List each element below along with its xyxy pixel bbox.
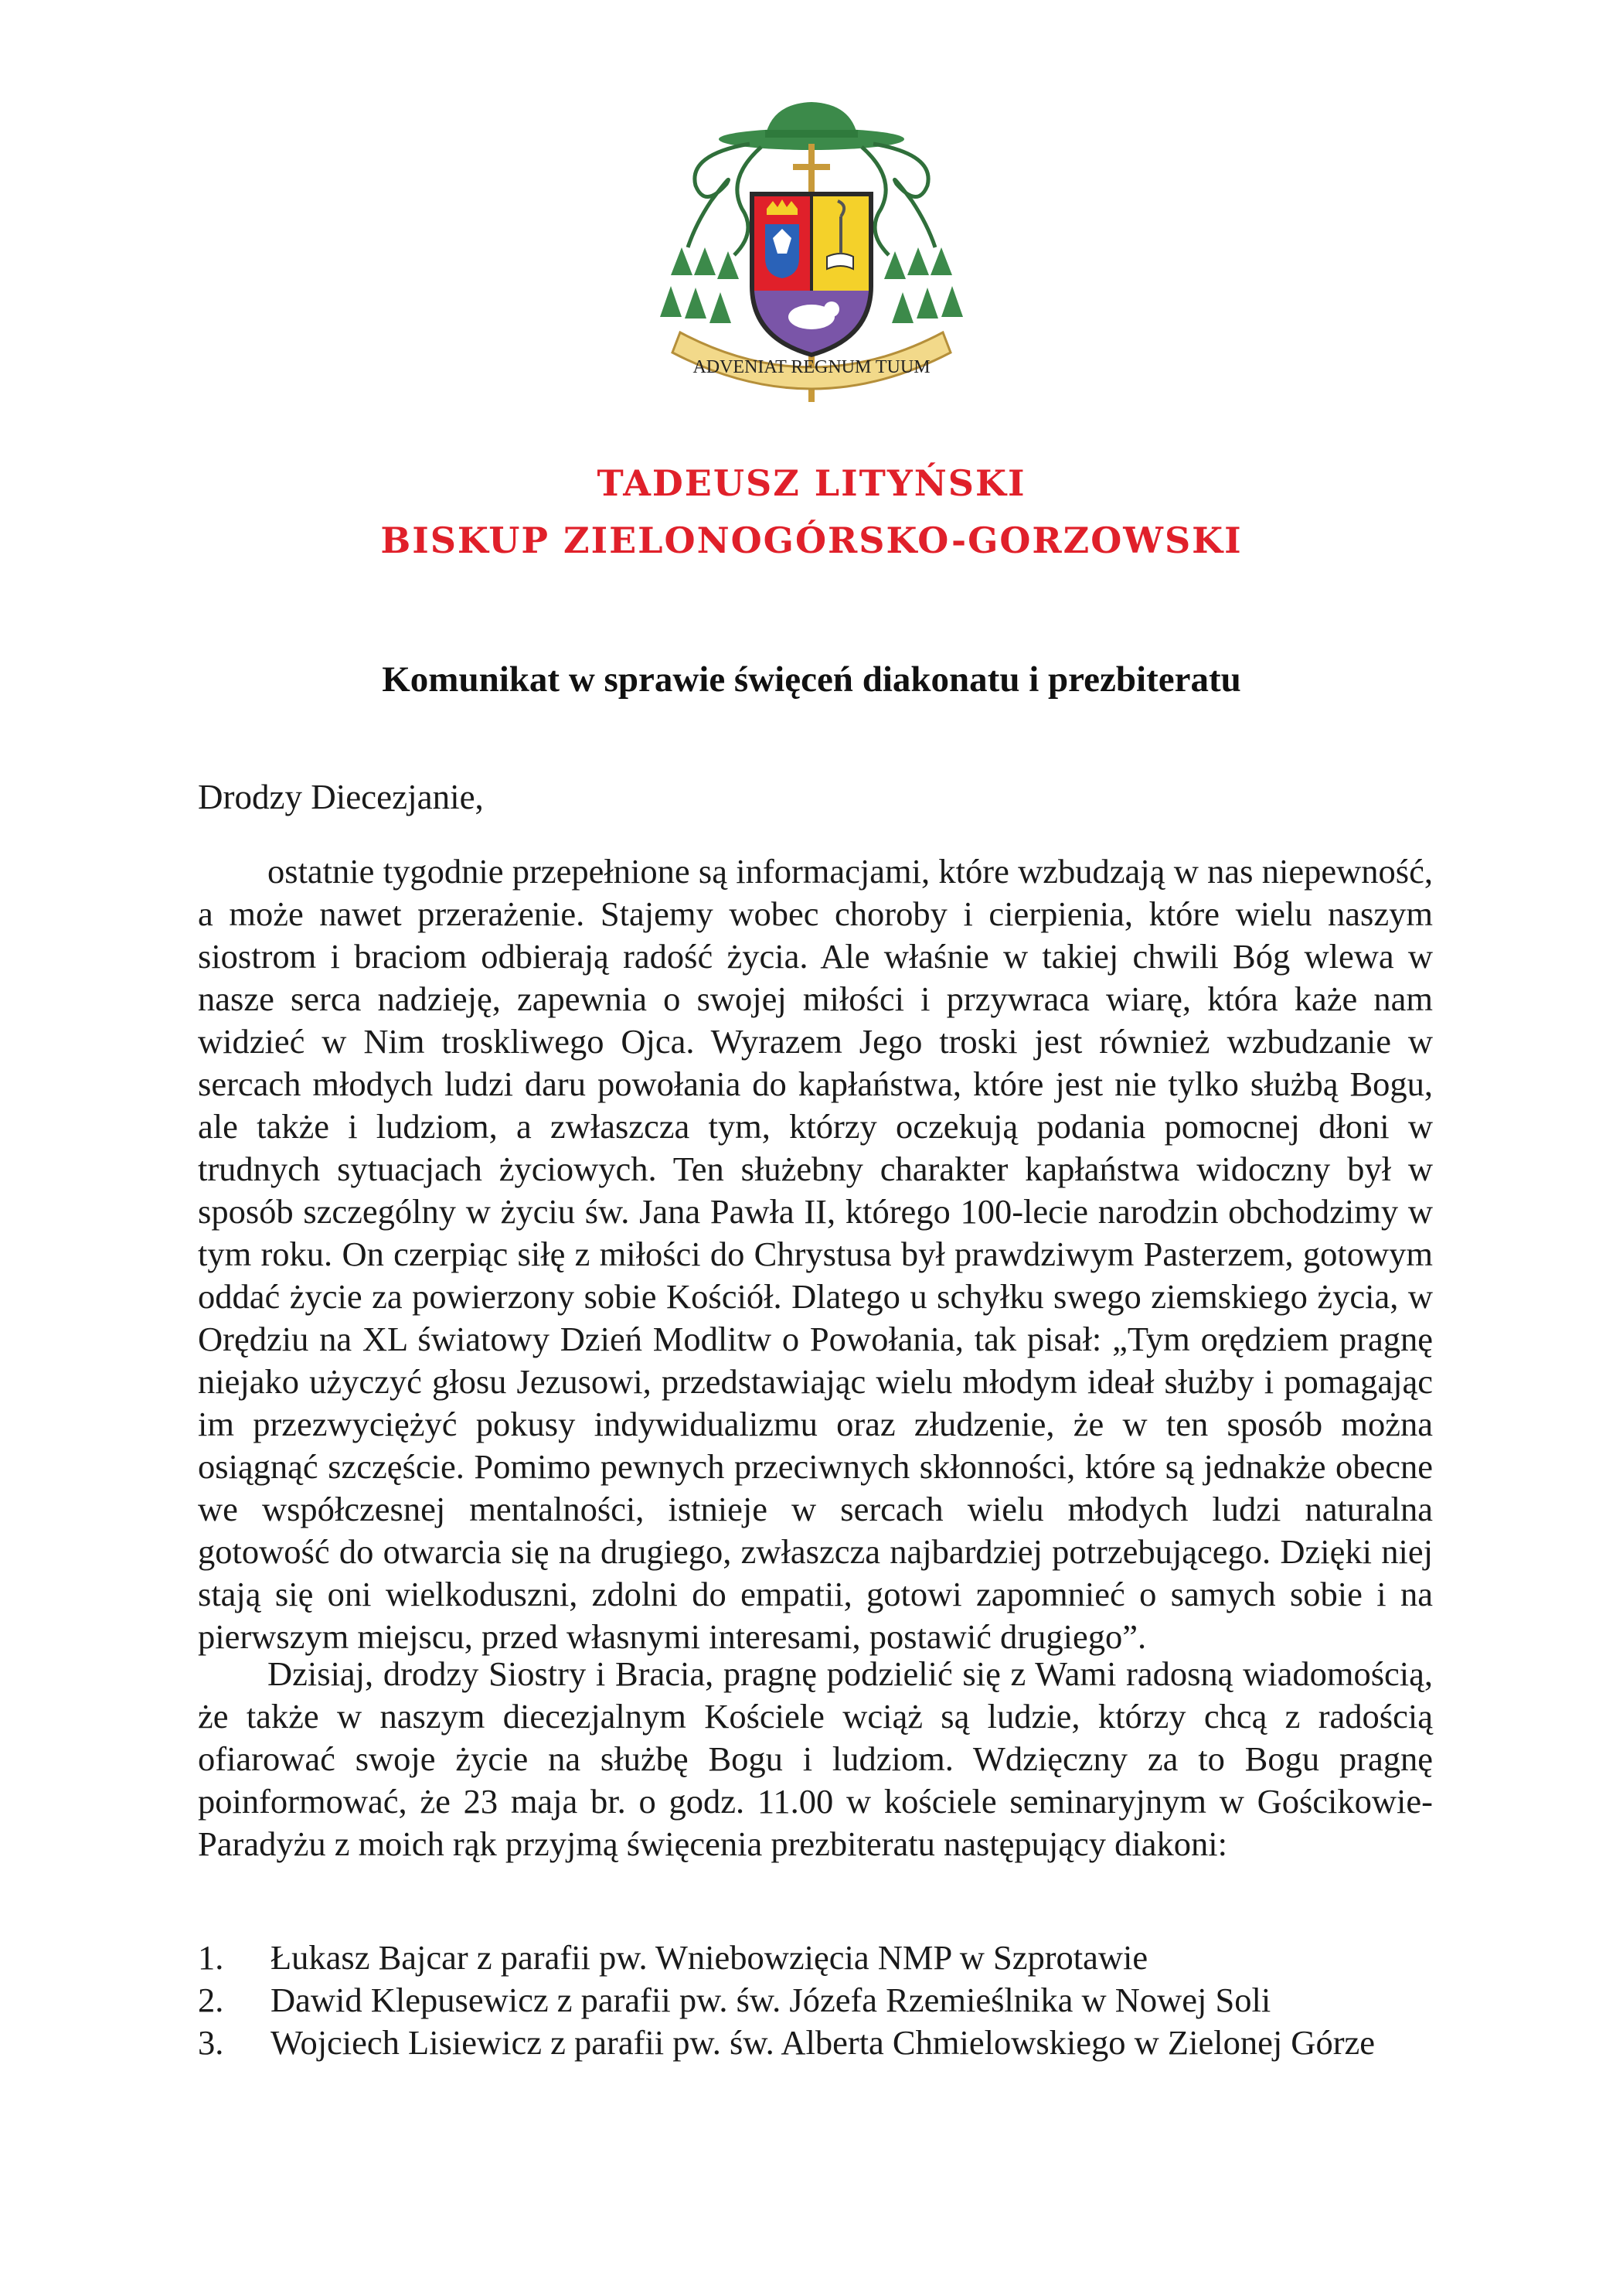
list-text: Wojciech Lisiewicz z parafii pw. św. Alberta Chmielowskiego w Zielonej Górze <box>270 2023 1376 2062</box>
list-text: Łukasz Bajcar z parafii pw. Wniebowzięcia NMP w Szprotawie <box>270 1938 1148 1977</box>
list-text: Dawid Klepusewicz z parafii pw. św. Józefa Rzemieślnika w Nowej Soli <box>270 1981 1271 2019</box>
list-number: 3. <box>198 2023 224 2062</box>
paragraph-2 <box>198 1653 1433 1865</box>
paragraph-text: ostatnie tygodnie przepełnione są informacjami, które wzbudzają w nas niepewność, a może nawet przerażenie. Stajemy wobec choroby i cierpienia, które wielu naszym siostrom i braciom odbierają radość życia. Ale właśnie w takiej chwili Bóg wlewa w nasze serca nadzieję, zapewnia o swojej miłości i przywraca wiarę, która każe nam widzieć w Nim troskliwego Ojca. Wyrazem Jego troski jest również wzbudzanie w sercach młodych ludzi daru powołania do kapłaństwa, które jest nie tylko służbą Bogu, ale także i ludziom, a zwłaszcza tym, którzy oczekują podania pomocnej dłoni w trudnych sytuacjach życiowych. Ten służebny charakter kapłaństwa widoczny był w sposób szczególny w życiu św. Jana Pawła II, którego 100-lecie narodzin obchodzimy w tym roku. On czerpiąc siłę z miłości do Chrystusa był prawdziwym Pasterzem, gotowym oddać życie za powierzony sobie Kościół. Dlatego u schyłku swego ziemskiego życia, w Orędziu na XL światowy Dzień Modlitw o Powołania, tak pisał: „Tym orędziem pragnę niejako użyczyć głosu Jezusowi, przedstawiając wielu młodym ideał służby i pomagając im przezwyciężyć pokusy indywidualizmu oraz złudzenie, że w ten sposób można osiągnąć szczęście. Pomimo pewnych przeciwnych skłonności, które są jednakże obecne we współczesnej mentalności, istnieje w sercach wielu młodych ludzi naturalna gotowość do otwarcia się na drugiego, zwłaszcza najbardziej potrzebującego. Dzięki niej stają się oni wielkoduszni, zdolni do empatii, gotowi zapomnieć o samych sobie i na pierwszym miejscu, przed własnymi interesami, postawić drugiego”. <box>198 852 1433 1656</box>
coat-of-arms <box>634 93 989 448</box>
shield <box>750 192 873 357</box>
list-number: 1. <box>198 1938 224 1977</box>
list-number: 2. <box>198 1981 224 2019</box>
tassels-left <box>660 247 739 323</box>
greeting: Drodzy Diecezjanie, <box>198 778 484 816</box>
bishop-office: BISKUP ZIELONOGÓRSKO-GORZOWSKI <box>380 519 1243 561</box>
deacon-list <box>198 1937 1465 2064</box>
document-title: Komunikat w sprawie święceń diakonatu i prezbiteratu <box>382 659 1241 700</box>
paragraph-text: Dzisiaj, drodzy Siostry i Bracia, pragnę podzielić się z Wami radosną wiadomością, że także w naszym diecezjalnym Kościele wciąż są ludzie, którzy chcą z radością ofiarować swoje życie na służbę Bogu i ludziom. Wdzięczny za to Bogu pragnę poinformować, że 23 maja br. o godz. 11.00 w kościele seminaryjnym w Gościkowie-Paradyżu z moich rąk przyjmą święcenia prezbiteratu następujący diakoni: <box>198 1654 1433 1863</box>
paragraph-1 <box>198 850 1433 1658</box>
tassels-right <box>884 247 963 323</box>
list-item <box>198 1979 1465 2022</box>
list-item <box>198 2022 1465 2064</box>
motto-text: ADVENIAT REGNUM TUUM <box>692 357 931 377</box>
list-item <box>198 1937 1465 1979</box>
bishop-name: TADEUSZ LITYŃSKI <box>597 462 1026 504</box>
